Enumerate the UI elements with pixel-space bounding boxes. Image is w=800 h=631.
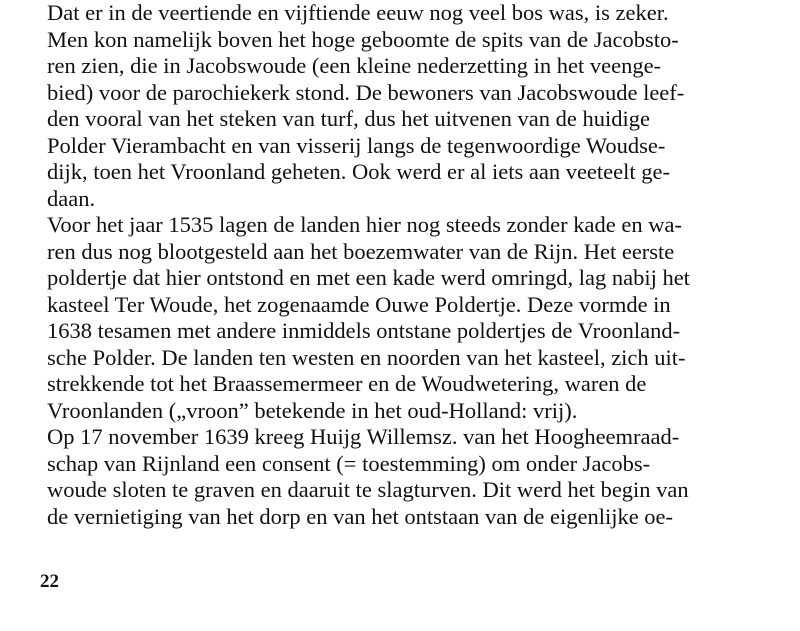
text-line: den vooral van het steken van turf, dus het uitvenen van de huidige bbox=[47, 106, 650, 131]
text-line: ren zien, die in Jacobswoude (een kleine nederzetting in het veenge- bbox=[47, 53, 662, 78]
text-line: ren dus nog blootgesteld aan het boezemwater van de Rijn. Het eerste bbox=[47, 238, 675, 264]
text-line: Polder Vierambacht en van visserij langs de tegenwoordige Woudse- bbox=[47, 132, 666, 158]
text-line: bied) voor de parochiekerk stond. De bewoners van Jacobswoude leef- bbox=[47, 79, 685, 105]
text-line: schap van Rijnland een consent (= toestemming) om onder Jacobs- bbox=[47, 450, 651, 476]
body-text bbox=[47, 0, 767, 530]
text-line: Dat er in de veertiende en vijftiende eeuw nog veel bos was, is zeker. bbox=[47, 0, 669, 25]
text-line: Voor het jaar 1535 lagen de landen hier nog steeds zonder kade en wa- bbox=[47, 212, 682, 237]
text-line: sche Polder. De landen ten westen en noorden van het kasteel, zich uit- bbox=[47, 344, 686, 370]
text-line: dijk, toen het Vroonland geheten. Ook werd er al iets aan veeteelt ge- bbox=[47, 159, 671, 184]
text-line: de vernietiging van het dorp en van het ontstaan van de eigenlijke oe- bbox=[47, 503, 674, 529]
text-line: poldertje dat hier ontstond en met een kade werd omringd, lag nabij het bbox=[47, 265, 690, 290]
text-line: kasteel Ter Woude, het zogenaamde Ouwe Poldertje. Deze vormde in bbox=[47, 291, 671, 317]
text-line: Op 17 november 1639 kreeg Huijg Willemsz. van het Hoogheemraad- bbox=[47, 424, 680, 449]
text-line: Vroonlanden („vroon” betekende in het oud-Holland: vrij). bbox=[47, 397, 578, 423]
page-number: 22 bbox=[40, 571, 59, 592]
text-line: strekkende tot het Braassemermeer en de Woudwetering, waren de bbox=[47, 371, 647, 396]
text-line: Men kon namelijk boven het hoge geboomte de spits van de Jacobsto- bbox=[47, 26, 679, 52]
text-line: 1638 tesamen met andere inmiddels ontstane poldertjes de Vroonland- bbox=[47, 318, 681, 343]
text-line: daan. bbox=[47, 185, 96, 211]
text-line: woude sloten te graven en daaruit te slagturven. Dit werd het begin van bbox=[47, 477, 689, 502]
